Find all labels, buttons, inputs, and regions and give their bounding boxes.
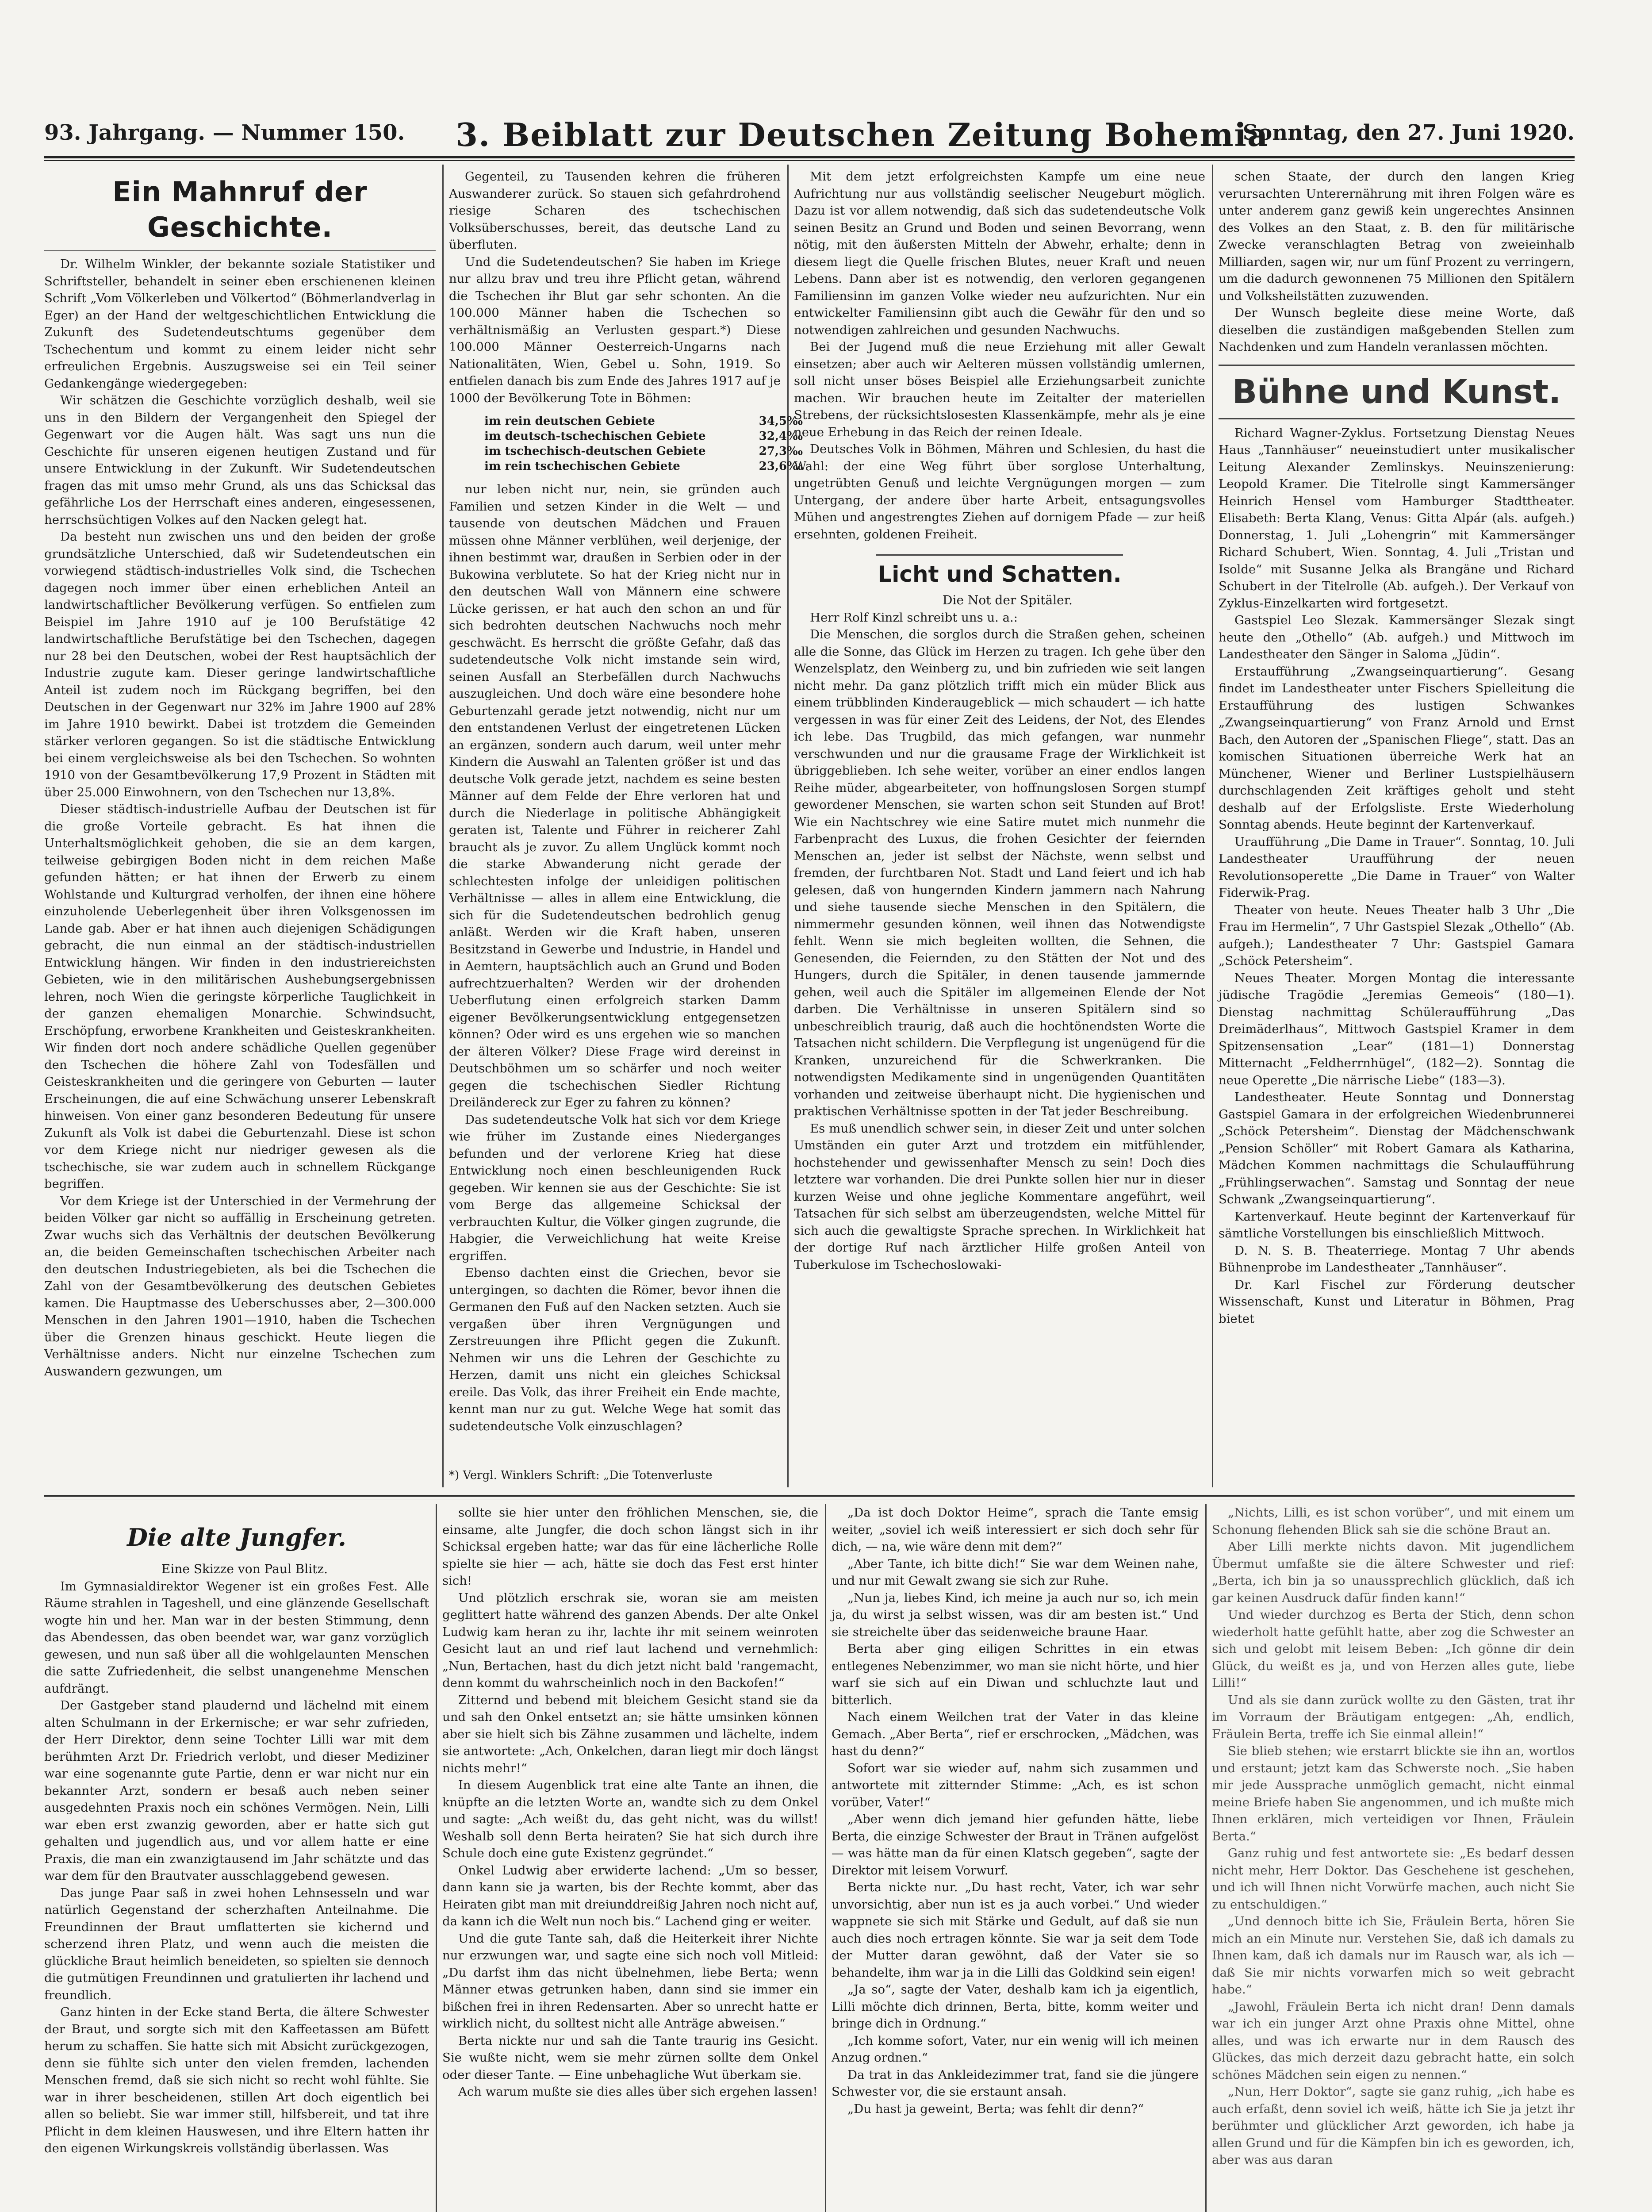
- paragraph: „Aber wenn dich jemand hier gefunden hätte, liebe Berta, die einzige Schwester der Braut in Tränen aufgelöst — was hätte man da für einen Klatsch gegeben“, sagte der Direktor mit leisem Vorwurf.: [832, 1812, 1199, 1878]
- news-item: Richard Wagner-Zyklus. Fortsetzung Dienstag Neues Haus „Tannhäuser“ neueinstudiert unter musikalischer Leitung Alexander Zemlinskys. Neuinszenierung: Leopold Kramer. Die Titelrolle singt Kammersänger Heinrich Hensel vom Hamburger Stadttheater. Elisabeth: Berta Klang, Venus: Gitta Alpár (als. aufgeh.) Donnerstag, 1. Juli „Lohengrin“ mit Kammersänger Richard Schubert, Wien. Sonntag, 4. Juli „Tristan und Isolde“ mit Susanne Jelka als Brangäne und Richard Schubert in der Titelrolle (Ab. aufgeh.). Der Verkauf von Zyklus-Einzelkarten wird fortgesetzt.: [1219, 426, 1575, 611]
- paragraph: In diesem Augenblick trat eine alte Tante an ihnen, die knüpfte an die letzten Worte an, wandte sich zu dem Onkel und sagte: „Ach weißt du, das geht nicht, was du willst! Weshalb soll denn Berta heiraten? Sie hat sich durch ihre Schule doch eine gute Existenz gegründet.“: [442, 1778, 818, 1860]
- paragraph: Sofort war sie wieder auf, nahm sich zusammen und antwortete mit zitternder Stimme: „Ach, es ist schon vorüber, Vater!“: [832, 1761, 1199, 1809]
- table-label: im deutsch-tschechischen Gebiete: [484, 430, 706, 443]
- article-column-3: [794, 168, 1205, 1486]
- article-column-4: [1219, 168, 1575, 1486]
- paragraph: sollte sie hier unter den fröhlichen Menschen, sie, die einsame, alte Jungfer, die doch schon längst sich in ihr Schicksal ergeben hatte; war das für eine lächerliche Rolle spielte sie hier — ach, hätte sie doch das Fest erst hinter sich!: [442, 1505, 818, 1588]
- news-item: Neues Theater. Morgen Montag die interessante jüdische Tragödie „Jeremias Gemeois“ (180—1). Dienstag nachmittag Schüleraufführung „Das Dreimäderlhaus“, Mittwoch Gastspiel Kramer in dem Spitzensensation „Lear“ (181—1) Donnerstag Mitternacht „Feldherrnhügel“, (182—2). Sonntag die neue Operette „Die närrische Liebe“ (183—3).: [1219, 971, 1575, 1087]
- feuilleton-column-1: [44, 1504, 429, 2212]
- paragraph: Berta nickte nur und sah die Tante traurig ins Gesicht. Sie wußte nicht, wem sie mehr zürnen sollte dem Onkel oder dieser Tante. — Eine unbehagliche Wut überkam sie.: [442, 2033, 818, 2082]
- column-divider: [1212, 165, 1213, 1487]
- paragraph: Berta nickte nur. „Du hast recht, Vater, ich war sehr unvorsichtig, aber nun ist es ja auch vorbei.“ Und wieder wappnete sie sich mit Stärke und Gedult, auf daß sie nun auch dies noch ertragen könnte. Sie war ja seit dem Tode der Mutter daran gewöhnt, daß der Vater sie so behandelte, ihm war ja in die Lilli das Goldkind sein eigen!: [832, 1880, 1199, 1980]
- masthead: [44, 116, 1575, 156]
- paragraph: Ebenso dachten einst die Griechen, bevor sie untergingen, so dachten die Römer, bevor ihnen die Germanen den Fuß auf den Nacken setzten. Auch sie vergaßen über ihren Vergnügungen und Zerstreuungen ihre Pflicht gegen die Zukunft. Nehmen wir uns die Lehren der Geschichte zu Herzen, damit uns nicht ein gleiches Schicksal ereile. Das Volk, das ihrer Freiheit ein Ende machte, kennt man nur zu gut. Welche Wege hat somit das sudetendeutsche Volk einzuschlagen?: [449, 1266, 781, 1433]
- table-label: im tschechisch-deutschen Gebiete: [484, 445, 706, 458]
- feuilleton-column-2: [442, 1504, 818, 2212]
- table-row: [484, 459, 803, 474]
- paragraph: „Ja so“, sagte der Vater, deshalb kam ich ja eigentlich, Lilli möchte dich drinnen, Berta, bitte, komm weiter und bringe dich in Ordnung.“: [832, 1982, 1199, 2031]
- column-divider: [1205, 1504, 1207, 2212]
- paragraph: Da trat in das Ankleidezimmer trat, fand sie die jüngere Schwester vor, die sie erstaunt ansah.: [832, 2067, 1199, 2099]
- paragraph: Mit dem jetzt erfolgreichsten Kampfe um eine neue Aufrichtung nur aus vollständig seelischer Neugeburt möglich. Dazu ist vor allem notwendig, daß sich das sudetendeutsche Volk seinen Besitz an Grund und Boden und seinen Bevorrang, wenn nötig, mit den äußersten Mitteln der Abwehr, erhalte; denn in diesem liegt die Quelle frischen Blutes, neuer Kraft und neuen Lebens. Dann aber ist es notwendig, den verloren gegangenen Familiensinn im ganzen Volke wieder neu aufzurichten. Nur ein entwickelter Familiensinn gibt auch die Gewähr für den und so notwendigen zahlreichen und gesunden Nachwuchs.: [794, 169, 1205, 337]
- mortality-table: [484, 414, 803, 474]
- paragraph: „Jawohl, Fräulein Berta ich nicht dran! Denn damals war ich ein junger Arzt ohne Praxis ohne Mittel, ohne alles, und was ich erwarte nur in dem Rausch des Glückes, das mich derzeit dazu gebracht hatte, ein solch schönes Mädchen sein eigen zu nennen.“: [1212, 1999, 1575, 2082]
- paragraph: Onkel Ludwig aber erwiderte lachend: „Um so besser, dann kann sie ja warten, bis der Rechte kommt, aber das Heiraten gibt man mit dreiunddreißig Jahren noch nicht auf, da kann ich die Welt nun noch bis.“ Lachend ging er weiter.: [442, 1863, 818, 1928]
- article-headline: Ein Mahnruf der Geschichte.: [112, 176, 368, 243]
- news-item: Kartenverkauf. Heute beginnt der Kartenverkauf für sämtliche Vorstellungen bis einschließlich Mittwoch.: [1219, 1209, 1575, 1240]
- column-divider: [787, 165, 789, 1487]
- supplement-title: 3. Beiblatt zur Deutschen Zeitung Bohemia: [456, 116, 1269, 154]
- section-title-buehne: Bühne und Kunst.: [1232, 373, 1561, 411]
- paragraph: Deutsches Volk in Böhmen, Mähren und Schlesien, du hast die Wahl: der eine Weg führt über sorglose Unterhaltung, ungetrübten Genuß und leichte Vergnügungen morgen — zum Untergang, der andere über harte Arbeit, entsagungsvolles Mühen und angestrengtes Ziehen auf dornigem Pfade — zur heiß ersehnten, goldenen Freiheit.: [794, 442, 1205, 541]
- section-rule: [1219, 418, 1575, 419]
- paragraph: Nach einem Weilchen trat der Vater in das kleine Gemach. „Aber Berta“, rief er erschrocken, „Mädchen, was hast du denn?“: [832, 1710, 1199, 1758]
- paragraph: Und plötzlich erschrak sie, woran sie am meisten geglittert hatte während des ganzen Abends. Der alte Onkel Ludwig kam heran zu ihr, lachte ihr mit seinem weinroten Gesicht laut an und rief laut lachend und vernehmlich: „Nun, Bertachen, hast du dich jetzt nicht bald 'rangemacht, denn kommt du wahrscheinlich noch in den Backofen!“: [442, 1590, 818, 1690]
- table-value: 27,3‰: [759, 445, 803, 458]
- paragraph: „Ich komme sofort, Vater, nur ein wenig will ich meinen Anzug ordnen.“: [832, 2033, 1199, 2065]
- column-divider: [825, 1504, 826, 2212]
- article-mahnruf: [44, 168, 436, 1486]
- table-label: im rein tschechischen Gebiete: [484, 460, 680, 473]
- table-label: im rein deutschen Gebiete: [484, 415, 655, 428]
- paragraph: Das sudetendeutsche Volk hat sich vor dem Kriege wie früher im Zustande eines Niederganges befunden und der verlorene Krieg hat diese Entwicklung noch einen beschleunigenden Ruck gegeben. Wir kennen sie aus der Geschichte: Sie ist vom Berge das allgemeine Schicksal der verbrauchten Kultur, die Völker gingen zugrunde, die Habgier, die Verweichlichung hat weite Kreise ergriffen.: [449, 1112, 781, 1263]
- table-row: [484, 444, 803, 459]
- footnote: *) Vergl. Winklers Schrift: „Die Totenverluste: [449, 1469, 713, 1482]
- paragraph: Und als sie dann zurück wollte zu den Gästen, trat ihr im Vorraum der Bräutigam entgegen: „Ah, endlich, Fräulein Berta, treffe ich Sie einmal allein!“: [1212, 1693, 1575, 1741]
- table-row: [484, 429, 803, 444]
- paragraph: Vor dem Kriege ist der Unterschied in der Vermehrung der beiden Völker gar nicht so auffällig in Erscheinung getreten. Zwar wuchs sich das Verhältnis der deutschen Bevölkerung an, die beiden Gemeinschaften tschechischen Arbeiter nach den deutschen Industriegebieten, als bei die Tschechen die Zahl von der Gesamtbevölkerung des deutschen Gebietes kamen. Die Hauptmasse des Ueberschusses aber, 2—300.000 Menschen in den Jahren 1901—1910, haben die Tschechen über die Grenzen hinaus geschickt. Heute liegen die Verhältnisse anders. Nicht nur einzelne Tschechen zum Auswandern gezwungen, um: [44, 1194, 436, 1379]
- paragraph: Bei der Jugend muß die neue Erziehung mit aller Gewalt einsetzen; aber auch wir Aelteren müssen vollständig umlernen, soll nicht unser böses Beispiel alle Erziehungsarbeit zunichte machen. Wir brauchen heute im Zeitalter der materiellen Strebens, der rücksichtslosesten Klassenkämpfe, mehr als je eine neue Erhebung in das Reich der reinen Ideale.: [794, 340, 1205, 439]
- paragraph: Das junge Paar saß in zwei hohen Lehnsesseln und war natürlich Gegenstand der scherzhaften Anteilnahme. Die Freundinnen der Braut umflatterten sie kichernd und scherzend ihren Platz, und wenn auch die meisten die glückliche Braut heimlich beneideten, so spielten sie dennoch die gutmütigen Freundinnen und gratulierten ihr lachend und freundlich.: [44, 1886, 429, 2002]
- paragraph: Es muß unendlich schwer sein, in dieser Zeit und unter solchen Umständen ein guter Arzt und trotzdem ein mitfühlender, hochstehender und gewissenhafter Mensch zu sein! Doch dies letztere war vorhanden. Die drei Punkte sollen hier nur in dieser kurzen Weise und ohne jegliche Kommentare angeführt, weil Tatsachen für sich selbst am überzeugendsten, welche Mittel für sich auch die gewaltigste Sprache sprechen. In Wirklichkeit hat der dortige Ruf nach ärztlicher Hilfe großen Anteil von Tuberkulose im Tschechoslowaki-: [794, 1121, 1205, 1272]
- paragraph: Dieser städtisch-industrielle Aufbau der Deutschen ist für die große Vorteile gebracht. Es hat ihnen die Unterhaltsmöglichkeit gehoben, die sie an dem kargen, teilweise gebirgigen Boden nicht in dem reichen Maße gefunden hätten; er hat ihnen der Erwerb zu einem Wohlstande und Kulturgrad verholfen, der ihnen eine höhere einzuholende Ueberlegenheit über ihren Volksgenossen im Lande gab. Aber er hat ihnen auch diejenigen Schädigungen gebracht, die nun einmal an der städtisch-industriellen Entwicklung hängen. Wir finden in den industriereichsten Gebieten, wie in den militärischen Aushebungsergebnissen lehren, noch Wien die geringste körperliche Tauglichkeit in der ganzen ehemaligen Monarchie. Schwindsucht, Erschöpfung, erworbene Krankheiten und Geisteskrankheiten. Wir finden dort noch andere schädliche Quellen gegenüber den Tschechen die höhere Zahl von Todesfällen und Geisteskrankheiten und die geringere von Geburten — lauter Erscheinungen, die auf eine Schwächung unserer Lebenskraft hinweisen. Von einer ganz besonderen Bedeutung für unsere Zukunft als Volk ist dabei die Geburtenzahl. Diese ist schon vor dem Kriege nicht nur niedriger gewesen als die tschechische, sie war zudem auch in schnellem Rückgange begriffen.: [44, 802, 436, 1191]
- paragraph: Und die Sudetendeutschen? Sie haben im Kriege nur allzu brav und treu ihre Pflicht getan, während die Tschechen ihr Blut gar sehr schonten. An die 100.000 Männer haben die Tschechen so verhältnismäßig an Verlusten gespart.*) Diese 100.000 Männer Oesterreich-Ungarns nach Nationalitäten, Wien, Gebel u. Sohn, 1919. So entfielen danach bis zum Ende des Jahres 1917 auf je 1000 der Bevölkerung Tote in Böhmen:: [449, 254, 781, 405]
- feuilleton-byline: Eine Skizze von Paul Blitz.: [161, 1562, 328, 1576]
- article-headline: Licht und Schatten.: [878, 561, 1122, 587]
- feuilleton-rule: [44, 1495, 1575, 1497]
- news-item: Gastspiel Leo Slezak. Kammersänger Slezak singt heute den „Othello“ (Ab. aufgeh.) und Mittwoch im Landestheater den Sänger in Saloma „Jüdin“.: [1219, 613, 1575, 661]
- feuilleton-column-4: [1212, 1504, 1575, 2212]
- masthead-rule-thin: [44, 160, 1575, 161]
- paragraph: schen Staate, der durch den langen Krieg verursachten Unterernährung mit ihren Folgen wäre es unter anderem ganz gewiß kein ungerechtes Ansinnen des Volkes an den Staat, z. B. den für militärische Zwecke veranschlagten Betrag von zweieinhalb Milliarden, sagen wir, nur um fünf Prozent zu verringern, um die dadurch gewonnenen 75 Millionen den Spitälern und Volksheilstätten zuzuwenden.: [1219, 169, 1575, 303]
- table-value: 23,6‰: [759, 460, 803, 473]
- paragraph: „Nun, Herr Doktor“, sagte sie ganz ruhig, „ich habe es auch erfaßt, denn soviel ich weiß, hätte ich Sie ja jetzt ihr berühmter und glücklicher Arzt geworden, ich habe ja allen Grund und für die Kämpfen bin ich es geworden, ich, aber was aus daran: [1212, 2085, 1575, 2167]
- news-item: Theater von heute. Neues Theater halb 3 Uhr „Die Frau im Hermelin“, 7 Uhr Gastspiel Slezak „Othello“ (Ab. aufgeh.); Landestheater 7 Uhr: Gastspiel Gamara „Schöck Petersheim“.: [1219, 902, 1575, 968]
- paragraph: Ach warum mußte sie dies alles über sich ergehen lassen!: [458, 2085, 818, 2099]
- column-divider: [436, 1504, 437, 2212]
- paragraph: Die Menschen, die sorglos durch die Straßen gehen, scheinen alle die Sonne, das Glück im Herzen zu tragen. Ich gehe über den Wenzelsplatz, den Weinberg zu, und bin zufrieden wie seit langen nicht mehr. Da ganz plötzlich trifft mich ein müder Blick aus einem trübblinden Kinderaugeblick — mich schaudert — ich hatte vergessen in was für einer Zeit des Leidens, der Not, des Elendes ich lebe. Das Trugbild, das mich gefangen, war nunmehr verschwunden und nur die grausame Frage der Wirklichkeit ist übriggeblieben. Ich sehe weiter, vorüber an einer endlos langen Reihe müder, abgearbeiteter, von hoffnungslosen Sorgen stumpf gewordener Menschen, sie warten schon seit Stunden auf Brot! Wie ein Nachtschrey wie eine Satire mutet mich nunmehr die Farbenpracht des Luxus, die frohen Gesichter der feiernden Menschen an, jeder ist selbst der Nächste, wenn selbst und fremden, der furchtbaren Not. Stadt und Land feiert und ich hab gelesen, daß von hungernden Kindern jammern nach Nahrung und siehe tausende sieche Menschen in den Spitälern, die nimmermehr gesunden können, weil ihnen das Notwendigste fehlt. Wenn sie mich begleiten wollten, die Sehnen, die Genesenden, die Feiernden, zu den Stätten der Not und des Hungers, durch die Spitäler, in denen tausende jammernde gehen, weil auch die Spitäler im allgemeinen Elende der Not darben. Die Verhältnisse in unseren Spitälern sind so unbeschreiblich traurig, daß auch die hochtönendsten Worte die Tatsachen nicht schildern. Die Verpflegung ist ungenügend für die Kranken, unzureichend für die Schwerkranken. Die notwendigsten Medikamente sind in ungenügenden Quantitäten vorhanden und zeitweise überhaupt nicht. Die hygienischen und praktischen Verhältnisse spotten in der Tat jeder Beschreibung.: [794, 627, 1205, 1118]
- news-item: Uraufführung „Die Dame in Trauer“. Sonntag, 10. Juli Landestheater Uraufführung der neuen Revolutionsoperette „Die Dame in Trauer“ von Walter Fiderwik-Prag.: [1219, 834, 1575, 900]
- issue-number: 93. Jahrgang. — Nummer 150.: [44, 120, 405, 145]
- paragraph: Berta aber ging eiligen Schrittes in ein etwas entlegenes Nebenzimmer, wo man sie nicht hörte, und hier warf sie sich auf ein Diwan und schluchzte laut und bitterlich.: [832, 1642, 1199, 1707]
- paragraph: „Da ist doch Doktor Heime“, sprach die Tante emsig weiter, „soviel ich weiß interessiert er sich doch sehr für dich, — na, wie wäre denn mit dem?“: [832, 1505, 1199, 1554]
- table-value: 34,5‰: [759, 415, 803, 428]
- paragraph: Der Wunsch begleite diese meine Worte, daß dieselben die zuständigen maßgebenden Stellen zum Nachdenken und zum Handeln veranlassen möchten.: [1219, 306, 1575, 354]
- paragraph: Aber Lilli merkte nichts davon. Mit jugendlichem Übermut umfaßte sie die ältere Schwester und rief: „Berta, ich bin ja so unaussprechlich glücklich, daß ich gar keinen Ausdruck dafür finden kann!“: [1212, 1540, 1575, 1605]
- article-mahnruf-continued: [449, 168, 803, 1451]
- paragraph: Sie blieb stehen; wie erstarrt blickte sie ihn an, wortlos und erstaunt; jetzt kam das Schwerste noch. „Sie haben mir jede Aussprache unmöglich gemacht, nicht einmal meine Briefe haben Sie angenommen, und ich mußte mich Ihnen erklären, mich verteidigen vor Ihnen, Fräulein Berta.“: [1212, 1744, 1575, 1843]
- issue-date: Sonntag, den 27. Juni 1920.: [1242, 120, 1575, 145]
- table-value: 32,4‰: [759, 430, 803, 443]
- paragraph: nur leben nicht nur, nein, sie gründen auch Familien und setzen Kinder in die Welt — und tausende von deutschen Mädchen und Frauen müssen ohne Männer verblühen, weil derjenige, der ihnen bestimmt war, draußen in Serbien oder in der Bukowina verblutete. So hat der Krieg nicht nur in den deutschen Wall von Männern eine schwere Lücke gerissen, er hat auch den schon an und für sich bedrohten deutschen Nachwuchs noch mehr geschwächt. Es herrscht die größte Gefahr, daß das sudetendeutsche Volk nicht imstande sein wird, seinen Ausfall an Sterbefällen durch Nachwuchs auszugleichen. Und doch wäre eine besondere hohe Geburtenzahl gerade jetzt notwendig, nicht nur um den entstandenen Verlust der eingetretenen Lücken an ergänzen, sondern auch darum, weil unter mehr Kindern die Auswahl an Talenten größer ist und das deutsche Volk gerade jetzt, nachdem es seine besten Männer auf dem Felde der Ehre verloren hat und durch die Niederlage in politische Abhängigkeit geraten ist, Talente und Führer in reicherer Zahl braucht als je zuvor. Zu allem Unglück kommt noch die starke Abwanderung nicht gerade der schlechtesten infolge der unleidigen politischen Verhältnisse — alles in allem eine Entwicklung, die sich für die Sudetendeutschen bedrohlich genug anläßt. Werden wir die Kraft haben, unseren Besitzstand in Gewerbe und Industrie, in Handel und in Aemtern, hauptsächlich auch an Grund und Boden aufrechtzuerhalten? Werden wir der drohenden Ueberflutung einen erfolgreich starken Damm eigener Bevölkerungsentwicklung entgegensetzen können? Oder wird es uns ergehen wie so manchen der älteren Völker? Diese Frage wird dereinst in Deutschböhmen um so schärfer und noch weiter gegen die tschechischen Siedler Richtung Dreiländereck zur Eger zu fahren zu können?: [449, 482, 781, 1110]
- masthead-rule: [44, 156, 1575, 158]
- article-subhead: Die Not der Spitäler.: [943, 593, 1073, 607]
- paragraph: Gegenteil, zu Tausenden kehren die früheren Auswanderer zurück. So stauen sich gefahrdrohend riesige Scharen des tschechischen Volksüberschusses, bereit, das deutsche Land zu überfluten.: [449, 169, 781, 252]
- paragraph: Ganz hinten in der Ecke stand Berta, die ältere Schwester der Braut, und sorgte sich mit den Kaffeetassen am Büfett herum zu schaffen. Sie hatte sich mit Absicht zurückgezogen, denn sie fühlte sich unter den vielen fremden, lachenden Menschen fremd, daß sie sich nicht so recht wohl fühlte. Sie war in ihrer bescheidenen, stillen Art doch eigentlich bei allen so beliebt. Sie war immer still, hilfsbereit, und tat ihre Pflicht in dem kleinen Hauswesen, und ihre Eltern hatten ihr den eigenen Wirkungskreis vollständig überlassen. Was: [44, 2005, 429, 2155]
- paragraph: Ganz ruhig und fest antwortete sie: „Es bedarf dessen nicht mehr, Herr Doktor. Das Geschehene ist geschehen, und ich will Ihnen nicht Vorwürfe machen, auch nicht Sie zu entschuldigen.“: [1212, 1846, 1575, 1912]
- table-row: [484, 414, 803, 429]
- news-item: Landestheater. Heute Sonntag und Donnerstag Gastspiel Gamara in der erfolgreichen Wiedenbrunnerei „Schöck Petersheim“. Dienstag der Mädchenschwank „Pension Schöller“ mit Robert Gamara als Katharina, Mädchen Kommen nachmittags die Schulaufführung „Frühlingserwachen“. Samstag und Sonntag der neue Schwank „Zwangseinquartierung“.: [1219, 1090, 1575, 1206]
- paragraph: Dr. Wilhelm Winkler, der bekannte soziale Statistiker und Schriftsteller, behandelt in seiner eben erschienenen kleinen Schrift „Vom Völkerleben und Völkertod“ (Böhmerlandverlag in Eger) an der Hand der weltgeschichtlichen Entwicklung die Zukunft des Sudetendeutschtums gegenüber dem Tschechentum und kommt zu einem leider nicht sehr erfreulichen Ergebnis. Auszugsweise sei ein Teil seiner Gedankengänge wiedergegeben:: [44, 257, 436, 391]
- paragraph: „Und dennoch bitte ich Sie, Fräulein Berta, hören Sie mich an ein Minute nur. Verstehen Sie, daß ich damals zu Ihnen kam, daß ich damals nur im Rausch war, als ich — daß Sie mir nichts vorwarfen mich so weit gebracht habe.“: [1212, 1914, 1575, 1997]
- paragraph: Der Gastgeber stand plaudernd und lächelnd mit einem alten Schulmann in der Erkernische; er war sehr zufrieden, der Herr Direktor, denn seine Tochter Lilli war mit dem berühmten Arzt Dr. Friedrich verlobt, und dieser Mediziner war eine sogenannte gute Partie, denn er war nicht nur ein bekannter Arzt, sondern er besaß auch neben seiner ausgedehnten Praxis noch ein schönes Vermögen. Nein, Lilli war eben erst zwanzig geworden, aber er hatte sich gut gehalten und jugendlich aus, und vor allem hatte er eine Praxis, die man ein zwanzigtausend im Jahr schätzte und das war dem für den Brautvater ausschlaggebend gewesen.: [44, 1698, 429, 1883]
- section-rule: [1219, 365, 1575, 366]
- paragraph: Und wieder durchzog es Berta der Stich, denn schon wiederholt hatte gefühlt hatte, aber zog die Schwester an sich und gelobt mit leisem Beben: „Ich gönne dir dein Glück, du weißt es ja, und von Herzen alles gute, liebe Lilli!“: [1212, 1608, 1575, 1690]
- paragraph: „Aber Tante, ich bitte dich!“ Sie war dem Weinen nahe, und nur mit Gewalt zwang sie sich zur Ruhe.: [832, 1556, 1199, 1588]
- paragraph: Und die gute Tante sah, daß die Heiterkeit ihrer Nichte nur erzwungen war, und sagte eine sich noch voll Mitleid: „Du darfst ihm das nicht übelnehmen, liebe Berta; wenn Männer etwas getrunken haben, dann sind sie immer ein bißchen frei in ihren Redensarten. Aber so unrecht hatte er wirklich nicht, du solltest nicht alle Anträge abweisen.“: [442, 1931, 818, 2031]
- paragraph: „Du hast ja geweint, Berta; was fehlt dir denn?“: [847, 2101, 1144, 2116]
- paragraph: „Nun ja, liebes Kind, ich meine ja auch nur so, ich mein ja, du wirst ja selbst wissen, was dir am besten ist.“ Und sie streichelte über das seidenweiche braune Haar.: [832, 1590, 1199, 1639]
- section-rule: [876, 554, 1123, 556]
- news-item: D. N. S. B. Theaterriege. Montag 7 Uhr abends Bühnenprobe im Landestheater „Tannhäuser“.: [1219, 1243, 1575, 1275]
- column-divider: [442, 165, 444, 1487]
- feuilleton-title: Die alte Jungfer.: [127, 1523, 346, 1551]
- headline-rule: [44, 250, 436, 251]
- news-item: Erstaufführung „Zwangseinquartierung“. Gesang findet im Landestheater unter Fischers Spielleitung die Erstaufführung des lustigen Schwankes „Zwangseinquartierung“ von Franz Arnold und Ernst Bach, den Autoren der „Spanischen Fliege“, statt. Das an komischen Situationen überreiche Werk hat an Münchener, Wiener und Berliner Lustspielhäusern durchschlagenden Zeit kräftiges geholt und steht deshalb auf der Erfolgsliste. Erste Wiederholung Sonntag abends. Heute beginnt der Kartenverkauf.: [1219, 664, 1575, 832]
- paragraph: Wir schätzen die Geschichte vorzüglich deshalb, weil sie uns in den Bildern der Vergangenheit den Spiegel der Gegenwart vor die Augen hält. Was sagt uns nun die Geschichte für unseren eigenen heutigen Zustand und für unsere Entwicklung in der Zukunft. Wir Sudetendeutschen fragen das mit umso mehr Grund, als uns das Schicksal das gefährliche Los der Herrschaft eines anderen, eingesessenen, herrschsüchtigen Volkes auf den Nacken gelegt hat.: [44, 393, 436, 527]
- paragraph: „Nichts, Lilli, es ist schon vorüber“, und mit einem um Schonung flehenden Blick sah sie die schöne Braut an.: [1212, 1505, 1575, 1537]
- paragraph: Zitternd und bebend mit bleichem Gesicht stand sie da und sah den Onkel entsetzt an; sie hätte umsinken können aber sie hielt sich bis Zähne zusammen und lächelte, indem sie antwortete: „Ach, Onkelchen, daran liegt mir doch längst nichts mehr!“: [442, 1693, 818, 1775]
- feuilleton-column-3: [832, 1504, 1199, 2212]
- paragraph: Herr Rolf Kinzl schreibt uns u. a.:: [810, 610, 1018, 625]
- paragraph: Im Gymnasialdirektor Wegener ist ein großes Fest. Alle Räume strahlen in Tageshell, und eine glänzende Gesellschaft wogte hin und her. Man war in der besten Stimmung, denn das Abendessen, das oben beendet war, war ganz vorzüglich gewesen, und nun saß über all die wohlgelaunten Menschen die satte Zufriedenheit, die selbst unangenehme Menschen aufdrängt.: [44, 1579, 429, 1696]
- news-item: Dr. Karl Fischel zur Förderung deutscher Wissenschaft, Kunst und Literatur in Böhmen, Prag bietet: [1219, 1277, 1575, 1326]
- paragraph: Da besteht nun zwischen uns und den beiden der große grundsätzliche Unterschied, daß wir Sudetendeutschen ein vorwiegend städtisch-industrielles Volk sind, die Tschechen dagegen noch immer über einen erheblichen Anteil an landwirtschaftlicher Bevölkerung verfügen. So entfielen zum Beispiel im Jahre 1910 auf je 100 Berufstätige 42 landwirtschaftliche Berufstätige bei den Tschechen, dagegen nur 28 bei den Deutschen, wobei der Rest hauptsächlich der Industrie zugute kam. Dieser geringe landwirtschaftliche Anteil ist zudem noch im Rückgang begriffen, bei den Deutschen in der Gegenwart nur 32% im Jahre 1900 auf 28% im Jahre 1910 bewirkt. Dabei ist trotzdem die Gemeinden stärker verloren gegangen. So ist die städtische Entwicklung bei einem vergleichsweise als bei den Tschechen. So wohnten 1910 von der Gesamtbevölkerung 17,9 Prozent in Städten mit über 25.000 Einwohnern, von den Tschechen nur 13,8%.: [44, 530, 436, 799]
